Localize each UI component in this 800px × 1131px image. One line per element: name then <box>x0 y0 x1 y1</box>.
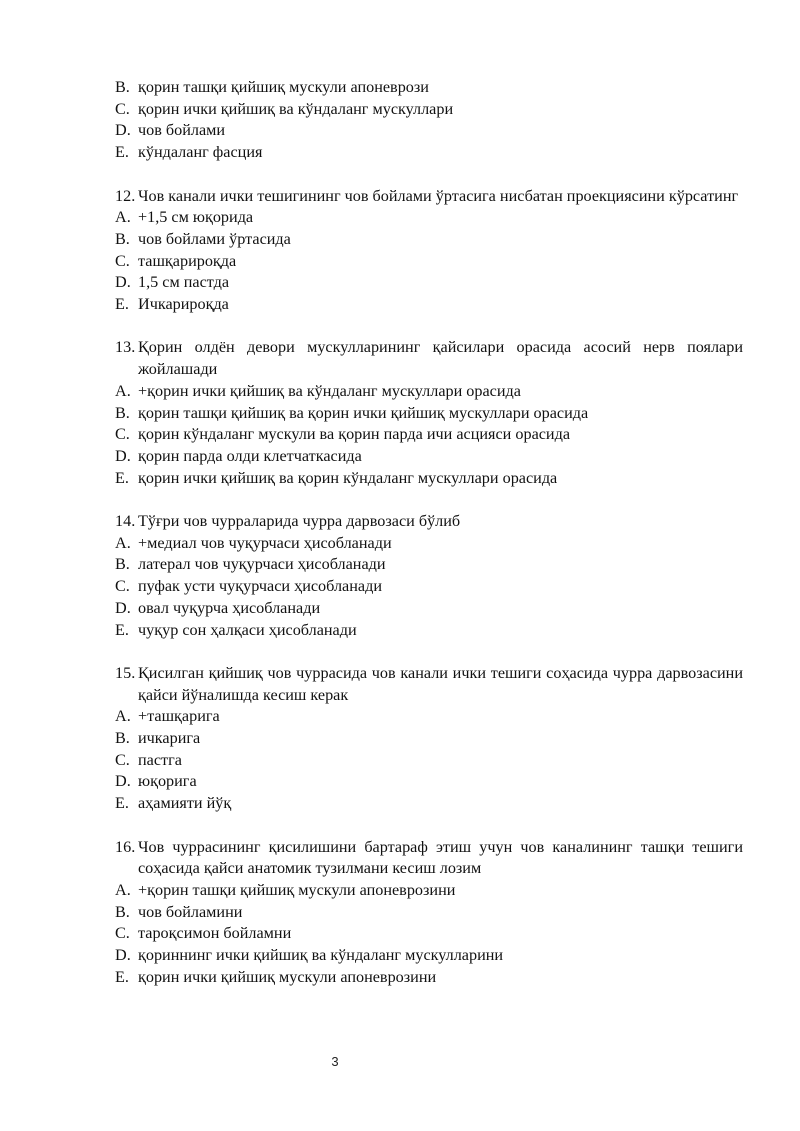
option-item <box>115 967 743 989</box>
question-13 <box>115 337 743 489</box>
option-text: юқорига <box>138 772 197 791</box>
question-text <box>115 337 743 380</box>
option-letter: A. <box>115 707 131 726</box>
option-letter: A. <box>115 381 131 400</box>
option-text: қорин ички қийшиқ ва қорин кўндаланг мускуллари орасида <box>138 468 558 487</box>
continued-options <box>115 77 743 164</box>
option-letter: B. <box>115 902 130 921</box>
option-letter: C. <box>115 99 130 118</box>
question-12 <box>115 186 743 316</box>
option-text: тароқсимон бойламни <box>138 924 292 943</box>
option-text: қорин ташқи қийшиқ ва қорин ички қийшиқ мускуллари орасида <box>138 403 589 422</box>
question-body: Тўғри чов чурраларида чурра дарвозаси бўлиб <box>138 512 461 531</box>
option-item <box>115 923 743 945</box>
option-text: ташқарироқда <box>138 251 237 270</box>
option-item <box>115 771 743 793</box>
option-letter: C. <box>115 425 130 444</box>
question-14 <box>115 511 743 641</box>
option-item <box>115 294 743 316</box>
option-item <box>115 598 743 620</box>
option-letter: B. <box>115 78 130 96</box>
option-text: чов бойламини <box>138 902 243 921</box>
question-body: Қисилган қийшиқ чов чуррасида чов канали ички тешиги соҳасида чурра дарвозасини қайси йўналишда кесиш керак <box>138 663 743 704</box>
option-item <box>115 620 743 642</box>
option-letter: D. <box>115 121 131 140</box>
option-item <box>115 576 743 598</box>
option-item <box>115 142 743 164</box>
option-text: Ичкарироқда <box>138 295 229 314</box>
option-text: ичкарига <box>138 729 201 748</box>
option-item <box>115 554 743 576</box>
option-text: қорин ички қийшиқ мускули апоневрозини <box>138 967 437 986</box>
option-text: латерал чов чуқурчаси ҳисобланади <box>138 555 386 574</box>
option-text: аҳамияти йўқ <box>138 794 232 813</box>
option-letter: C. <box>115 577 130 596</box>
option-item <box>115 902 743 924</box>
question-number: 13. <box>115 338 136 357</box>
option-text: қориннинг ички қийшиқ ва кўндаланг мускулларини <box>138 946 504 965</box>
question-15 <box>115 663 743 815</box>
option-item <box>115 750 743 772</box>
option-item <box>115 793 743 815</box>
option-letter: B. <box>115 229 130 248</box>
option-text: қорин парда олди клетчаткасида <box>138 446 362 465</box>
option-letter: E. <box>115 468 129 487</box>
option-text: +1,5 см юқорида <box>138 208 254 227</box>
page-content <box>115 77 743 988</box>
option-item <box>115 945 743 967</box>
option-letter: E. <box>115 143 129 162</box>
question-number: 14. <box>115 512 136 531</box>
option-text: пастга <box>138 750 182 769</box>
option-letter: D. <box>115 946 131 965</box>
option-text: 1,5 см пастда <box>138 273 230 292</box>
option-text: чов бойлами ўртасида <box>138 229 291 248</box>
option-letter: E. <box>115 295 129 314</box>
option-letter: C. <box>115 251 130 270</box>
option-item <box>115 251 743 273</box>
question-body: Қорин олдён девори мускулларининг қайсилари орасида асосий нерв поялари жойлашади <box>138 338 743 379</box>
option-text: қорин ташқи қийшиқ мускули апоневрози <box>138 78 429 96</box>
option-item <box>115 728 743 750</box>
option-item <box>115 229 743 251</box>
option-letter: B. <box>115 555 130 574</box>
option-item <box>115 403 743 425</box>
question-body: Чов чуррасининг қисилишини бартараф этиш учун чов каналининг ташқи тешиги соҳасида қайси анатомик тузилмани кесиш лозим <box>138 837 743 878</box>
option-text: +қорин ташқи қийшиқ мускули апоневрозини <box>138 880 456 899</box>
question-text <box>115 186 743 208</box>
question-number: 16. <box>115 837 136 856</box>
option-item <box>115 880 743 902</box>
option-letter: D. <box>115 598 131 617</box>
option-item <box>115 207 743 229</box>
option-text: +медиал чов чуқурчаси ҳисобланади <box>138 533 392 552</box>
option-text: чов бойлами <box>138 121 226 140</box>
option-letter: E. <box>115 967 129 986</box>
option-item <box>115 77 743 99</box>
option-item <box>115 381 743 403</box>
option-item <box>115 424 743 446</box>
option-letter: A. <box>115 880 131 899</box>
option-item <box>115 120 743 142</box>
question-number: 15. <box>115 663 136 682</box>
option-text: қорин ички қийшиқ ва кўндаланг мускуллари <box>138 99 454 118</box>
option-letter: B. <box>115 403 130 422</box>
option-letter: E. <box>115 794 129 813</box>
option-item <box>115 706 743 728</box>
question-text <box>115 511 743 533</box>
option-text: пуфак усти чуқурчаси ҳисобланади <box>138 577 382 596</box>
option-letter: A. <box>115 533 131 552</box>
question-16 <box>115 837 743 989</box>
page-number: 3 <box>331 1054 339 1069</box>
option-item <box>115 468 743 490</box>
question-number: 12. <box>115 186 136 205</box>
option-text: кўндаланг фасция <box>138 143 263 162</box>
question-text <box>115 837 743 880</box>
option-letter: A. <box>115 208 131 227</box>
option-item <box>115 533 743 555</box>
option-letter: B. <box>115 729 130 748</box>
option-item <box>115 446 743 468</box>
option-text: қорин кўндаланг мускули ва қорин парда ичи асцияси орасида <box>138 425 571 444</box>
option-letter: D. <box>115 273 131 292</box>
option-text: чуқур сон ҳалқаси ҳисобланади <box>138 620 357 639</box>
option-text: овал чуқурча ҳисобланади <box>138 598 321 617</box>
option-letter: D. <box>115 446 131 465</box>
option-letter: C. <box>115 924 130 943</box>
question-body: Чов канали ички тешигининг чов бойлами ўртасига нисбатан проекциясини кўрсатинг <box>138 186 739 205</box>
option-letter: E. <box>115 620 129 639</box>
option-text: +ташқарига <box>138 707 220 726</box>
option-text: +қорин ички қийшиқ ва кўндаланг мускуллари орасида <box>138 381 521 400</box>
option-letter: D. <box>115 772 131 791</box>
option-item <box>115 99 743 121</box>
question-text <box>115 663 743 706</box>
option-letter: C. <box>115 750 130 769</box>
option-item <box>115 272 743 294</box>
